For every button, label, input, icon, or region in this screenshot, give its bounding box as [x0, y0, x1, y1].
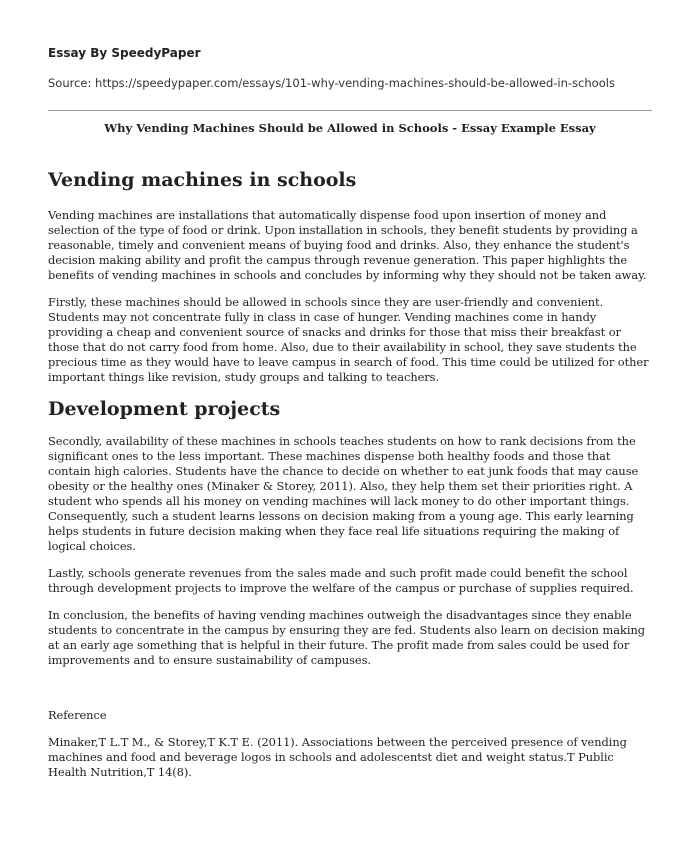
section-heading-development-projects: Development projects [48, 398, 281, 420]
essay-body [48, 168, 652, 780]
document-title: Why Vending Machines Should be Allowed in Schools - Essay Example Essay [104, 121, 596, 135]
header-divider [48, 110, 652, 111]
paragraph-lastly: Lastly, schools generate revenues from the sales made and such profit made could benefit the school through development projects to improve the welfare of the campus or purchase of supplies required. [48, 566, 634, 595]
essay-author-line: Essay By SpeedyPaper [48, 46, 201, 60]
paragraph-secondly: Secondly, availability of these machines in schools teaches students on how to rank decisions from the significant ones to the less important. These machines dispense both healthy foods and those that contain high calories. Students have the chance to decide on whether to eat junk foods that may cause obesity or the healthy ones (Minaker & Storey, 2011). Also, they help them set their priorities right. A student who spends all his money on vending machines will lack money to do other important things. Consequently, such a student learns lessons on decision making from a young age. This early learning helps students in future decision making when they face real life situations requiring the making of logical choices. [48, 434, 639, 553]
reference-label: Reference [48, 708, 107, 722]
reference-entry: Minaker,T L.T M., & Storey,T K.T E. (2011). Associations between the perceived presence of vending machines and food and beverage logos in schools and adolescentst diet and weight status.T Public Health Nutrition,T 14(8). [48, 735, 627, 779]
paragraph-conclusion: In conclusion, the benefits of having vending machines outweigh the disadvantages since they enable students to concentrate in the campus by ensuring they are fed. Students also learn on decision making at an early age something that is helpful in their future. The profit made from sales could be used for improvements and to ensure sustainability of campuses. [48, 608, 645, 667]
paragraph-introduction: Vending machines are installations that automatically dispense food upon insertion of money and selection of the type of food or drink. Upon installation in schools, they benefit students by providing a reasonable, timely and convenient means of buying food and drinks. Also, they enhance the student's decision making ability and profit the campus through revenue generation. This paper highlights the benefits of vending machines in schools and concludes by informing why they should not be taken away. [48, 208, 647, 282]
section-heading-vending-machines: Vending machines in schools [48, 169, 357, 191]
paragraph-firstly: Firstly, these machines should be allowed in schools since they are user-friendly and convenient. Students may not concentrate fully in class in case of hunger. Vending machines come in handy providing a cheap and convenient source of snacks and drinks for those that miss their breakfast or those that do not carry food from home. Also, due to their availability in school, they save students the precious time as they would have to leave campus in search of food. This time could be utilized for other important things like revision, study groups and talking to teachers. [48, 295, 649, 384]
source-url-line: Source: https://speedypaper.com/essays/101-why-vending-machines-should-be-allowed-in-schools [48, 76, 615, 90]
